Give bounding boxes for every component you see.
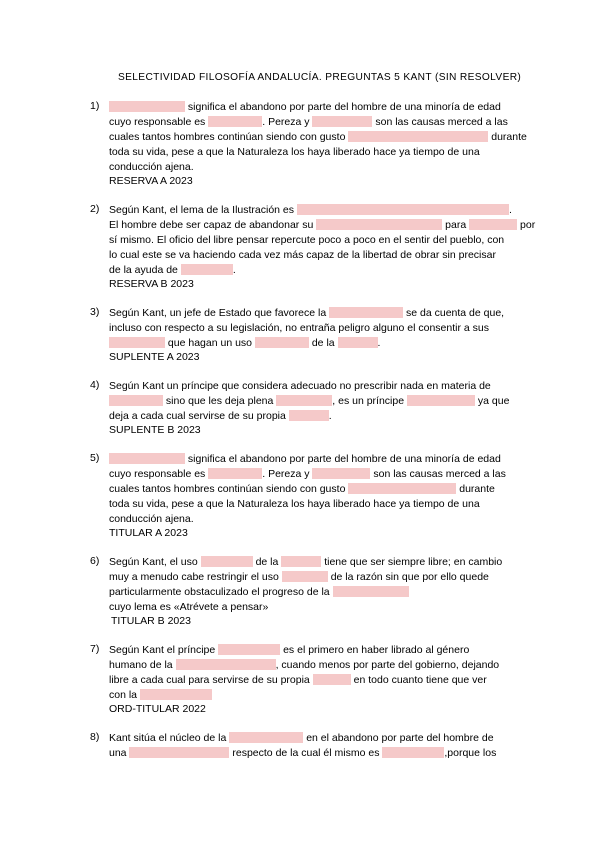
question-line: muy a menudo cabe restringir el uso de la razón sin que por ello quede xyxy=(109,571,489,583)
question-number: 6) xyxy=(90,555,100,567)
question-line: cuyo responsable es . Pereza y son las causas merced a las xyxy=(109,468,506,480)
page-title: SELECTIVIDAD FILOSOFÍA ANDALUCÍA. PREGUNTAS 5 KANT (SIN RESOLVER) xyxy=(118,72,522,83)
question-line: de la ayuda de . xyxy=(109,264,236,276)
answer-blank[interactable] xyxy=(382,747,444,758)
answer-blank[interactable] xyxy=(140,689,212,700)
answer-blank[interactable] xyxy=(297,204,509,215)
question-line: libre a cada cual para servirse de su propia en todo cuanto tiene que ver xyxy=(109,674,487,686)
answer-blank[interactable] xyxy=(312,116,372,127)
answer-blank[interactable] xyxy=(208,116,262,127)
answer-blank[interactable] xyxy=(312,468,370,479)
question-line: incluso con respecto a su legislación, no entraña peligro alguno el consentir a sus xyxy=(109,322,489,334)
answer-blank[interactable] xyxy=(289,410,329,421)
answer-blank[interactable] xyxy=(282,571,328,582)
answer-blank[interactable] xyxy=(109,101,185,112)
question-line: cuales tantos hombres continúan siendo con gusto durante xyxy=(109,483,495,495)
exam-source: ORD-TITULAR 2022 xyxy=(109,703,206,715)
question-line: cuyo responsable es . Pereza y son las causas merced a las xyxy=(109,116,508,128)
answer-blank[interactable] xyxy=(218,644,280,655)
question-line: cuales tantos hombres continúan siendo con gusto durante xyxy=(109,131,527,143)
question-line: cuyo lema es «Atrévete a pensar» xyxy=(109,601,269,613)
answer-blank[interactable] xyxy=(201,556,253,567)
question-number: 5) xyxy=(90,452,100,464)
answer-blank[interactable] xyxy=(229,732,303,743)
answer-blank[interactable] xyxy=(208,468,262,479)
answer-blank[interactable] xyxy=(469,219,517,230)
exam-source: TITULAR B 2023 xyxy=(111,615,191,627)
question-number: 3) xyxy=(90,306,100,318)
question-line: Según Kant el príncipe es el primero en haber librado al género xyxy=(109,644,470,656)
question-line: sino que les deja plena , es un príncipe ya que xyxy=(109,394,509,408)
question-number: 2) xyxy=(90,203,100,215)
question-line: Según Kant, el lema de la Ilustración es . xyxy=(109,204,512,216)
answer-blank[interactable] xyxy=(316,219,442,230)
question-line: toda su vida, pese a que la Naturaleza los haya liberado hace ya tiempo de una xyxy=(109,146,480,158)
question-line: lo cual este se va haciendo cada vez más capaz de la libertad de obrar sin precisar xyxy=(109,249,496,261)
question-line: Kant sitúa el núcleo de la en el abandono por parte del hombre de xyxy=(109,732,494,744)
answer-blank[interactable] xyxy=(109,453,185,464)
answer-blank[interactable] xyxy=(176,659,276,670)
question-line: conducción ajena. xyxy=(109,513,194,525)
exam-source: SUPLENTE B 2023 xyxy=(109,424,201,436)
answer-blank[interactable] xyxy=(313,674,351,685)
answer-blank[interactable] xyxy=(109,337,165,348)
answer-blank[interactable] xyxy=(348,131,488,142)
answer-blank[interactable] xyxy=(281,556,321,567)
answer-blank[interactable] xyxy=(255,337,309,348)
answer-blank[interactable] xyxy=(181,264,233,275)
question-line: con la xyxy=(109,688,212,702)
question-line: Según Kant, un jefe de Estado que favorece la se da cuenta de que, xyxy=(109,307,505,319)
question-line: toda su vida, pese a que la Naturaleza los haya liberado hace ya tiempo de una xyxy=(109,498,480,510)
exam-source: TITULAR A 2023 xyxy=(109,527,188,539)
answer-blank[interactable] xyxy=(276,395,332,406)
question-line: particularmente obstaculizado el progreso de la xyxy=(109,585,409,599)
question-line: sí mismo. El oficio del libre pensar repercute poco a poco en el sentir del pueblo, con xyxy=(109,234,505,246)
question-line: que hagan un uso de la . xyxy=(109,336,380,350)
answer-blank[interactable] xyxy=(407,395,475,406)
exam-source: SUPLENTE A 2023 xyxy=(109,351,200,363)
question-number: 1) xyxy=(90,100,100,112)
question-line: deja a cada cual servirse de su propia . xyxy=(109,410,332,422)
answer-blank[interactable] xyxy=(109,395,163,406)
answer-blank[interactable] xyxy=(329,307,403,318)
question-line: una respecto de la cual él mismo es ,porque los xyxy=(109,747,497,759)
answer-blank[interactable] xyxy=(333,586,409,597)
question-line: Según Kant un príncipe que considera adecuado no prescribir nada en materia de xyxy=(109,380,491,392)
answer-blank[interactable] xyxy=(338,337,378,348)
question-line: humano de la , cuando menos por parte del gobierno, dejando xyxy=(109,659,500,671)
question-number: 7) xyxy=(90,643,100,655)
question-line: Según Kant, el uso de la tiene que ser siempre libre; en cambio xyxy=(109,556,503,568)
question-number: 8) xyxy=(90,731,100,743)
exam-source: RESERVA A 2023 xyxy=(109,175,193,187)
question-number: 4) xyxy=(90,379,100,391)
question-line: El hombre debe ser capaz de abandonar su para por xyxy=(109,219,536,231)
exam-source: RESERVA B 2023 xyxy=(109,278,194,290)
question-line: conducción ajena. xyxy=(109,161,194,173)
question-line: significa el abandono por parte del hombre de una minoría de edad xyxy=(109,452,501,466)
answer-blank[interactable] xyxy=(129,747,229,758)
answer-blank[interactable] xyxy=(348,483,456,494)
question-line: significa el abandono por parte del hombre de una minoría de edad xyxy=(109,100,501,114)
